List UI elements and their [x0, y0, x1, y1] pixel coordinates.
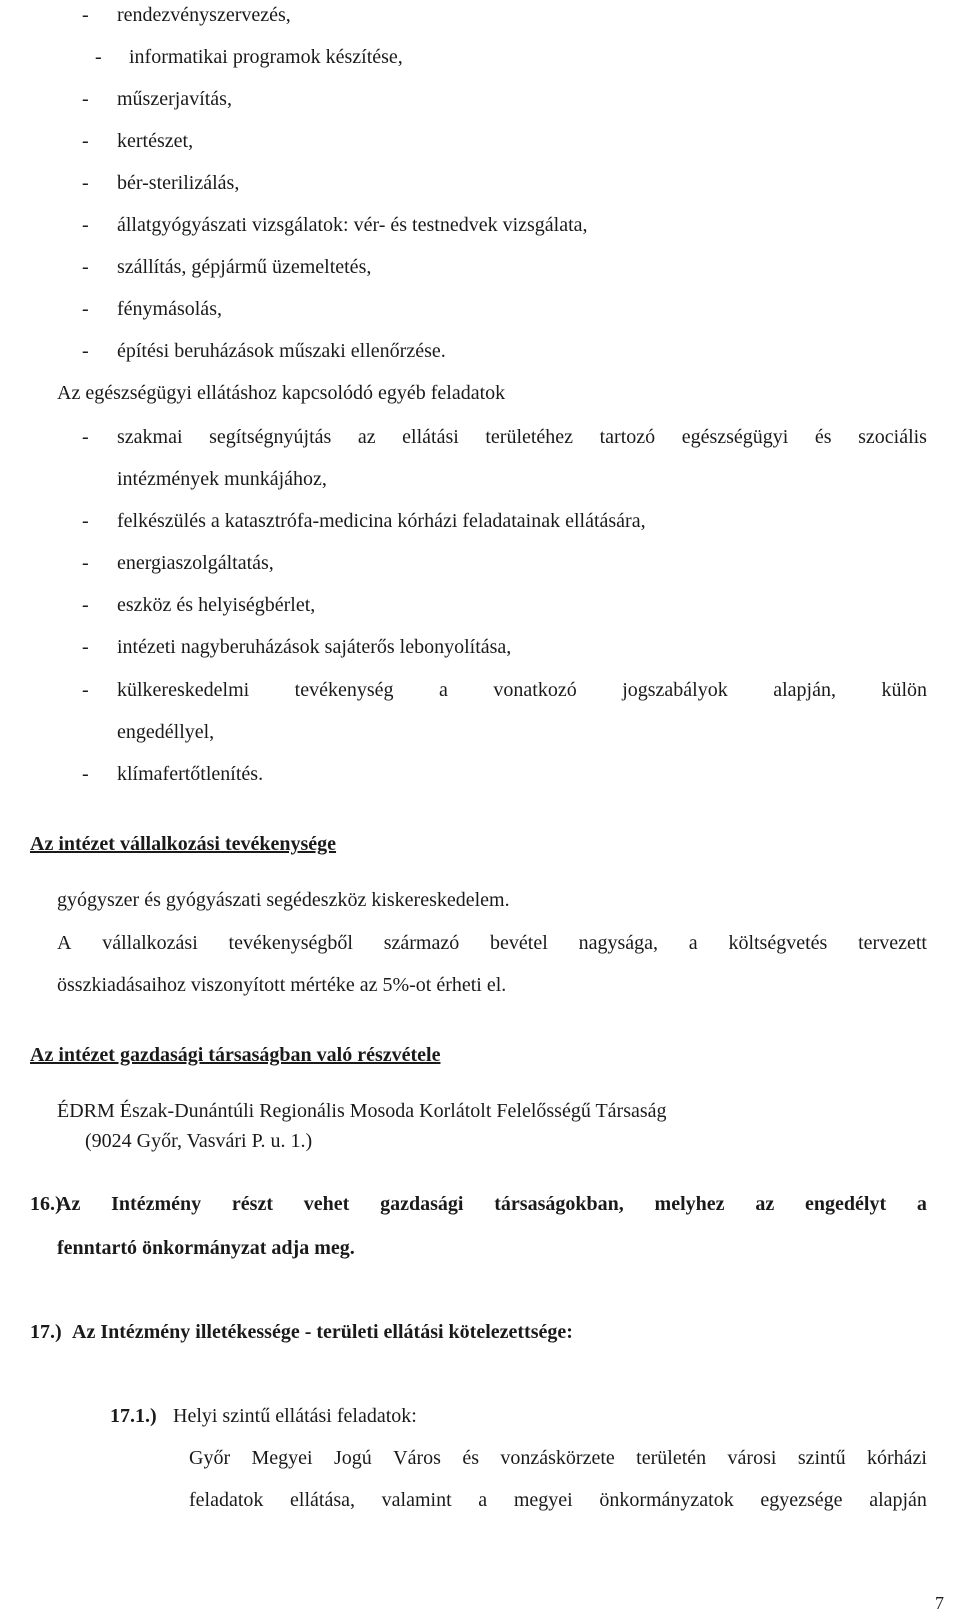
word: Város [393, 1447, 441, 1469]
dash: - [82, 679, 89, 701]
word: Megyei [251, 1447, 313, 1469]
word: megyei [513, 1489, 573, 1511]
word: vonzáskörzete [500, 1447, 615, 1469]
section-heading-underlined: Az intézet vállalkozási tevékenysége [30, 833, 337, 855]
dash: - [82, 636, 89, 658]
justified-line [117, 678, 927, 702]
dash: - [82, 298, 89, 320]
dash: - [82, 763, 89, 785]
list-item: rendezvényszervezés, [117, 4, 291, 26]
word: valamint [381, 1489, 452, 1511]
company-name: ÉDRM Észak-Dunántúli Regionális Mosoda Korlátolt Felelősségű Társaság [57, 1100, 667, 1122]
word: engedélyt [805, 1193, 887, 1215]
list-item-continuation: intézmények munkájához, [117, 468, 327, 490]
word: tervezett [858, 932, 927, 954]
dash: - [82, 4, 89, 26]
justified-line [117, 425, 927, 449]
list-item: szállítás, gépjármű üzemeltetés, [117, 256, 372, 278]
word: szakmai [117, 426, 183, 448]
list-item-continuation: engedéllyel, [117, 721, 215, 743]
word: A [57, 932, 72, 954]
dash: - [82, 552, 89, 574]
word: és [462, 1447, 479, 1469]
word: területéhez [485, 426, 574, 448]
word: vonatkozó [493, 679, 577, 701]
list-item: fénymásolás, [117, 298, 222, 320]
word: vehet [303, 1193, 350, 1215]
subparagraph-title: Helyi szintű ellátási feladatok: [173, 1405, 417, 1427]
list-item: felkészülés a katasztrófa-medicina kórházi feladatainak ellátására, [117, 510, 646, 532]
justified-line [189, 1488, 927, 1512]
dash: - [82, 510, 89, 532]
word: tevékenységből [228, 932, 353, 954]
word: melyhez [654, 1193, 725, 1215]
list-item: műszerjavítás, [117, 88, 232, 110]
dash: - [82, 426, 89, 448]
section-heading: Az egészségügyi ellátáshoz kapcsolódó egyéb feladatok [57, 382, 506, 404]
word: ellátási [402, 426, 459, 448]
dash: - [82, 130, 89, 152]
list-item: építési beruházások műszaki ellenőrzése. [117, 340, 446, 362]
word: külkereskedelmi [117, 679, 250, 701]
word: jogszabályok [622, 679, 728, 701]
word: nagysága, [578, 932, 658, 954]
dash: - [82, 340, 89, 362]
dash: - [82, 172, 89, 194]
word: a [478, 1489, 488, 1511]
word: területén [636, 1447, 707, 1469]
word: Intézmény [111, 1193, 202, 1215]
word: bevétel [490, 932, 548, 954]
dash: - [82, 256, 89, 278]
paragraph-number: 17.) [30, 1321, 62, 1343]
page-number: 7 [935, 1593, 944, 1613]
word: a [688, 932, 698, 954]
word: városi [727, 1447, 777, 1469]
word: egyezsége [760, 1489, 843, 1511]
section-heading-underlined: Az intézet gazdasági társaságban való részvétele [30, 1044, 441, 1066]
word: és [814, 426, 832, 448]
word: a [916, 1193, 927, 1215]
word: vállalkozási [102, 932, 198, 954]
word: önkormányzatok [599, 1489, 734, 1511]
word: az [357, 426, 376, 448]
dash: - [82, 88, 89, 110]
word: ellátása, [290, 1489, 356, 1511]
word: részt [231, 1193, 273, 1215]
word: költségvetés [728, 932, 828, 954]
subparagraph-number: 17.1.) [110, 1405, 157, 1427]
word: származó [383, 932, 460, 954]
word: segítségnyújtás [209, 426, 332, 448]
word: Az [57, 1193, 81, 1215]
justified-line [57, 931, 927, 955]
company-address: (9024 Győr, Vasvári P. u. 1.) [85, 1130, 313, 1152]
dash: - [82, 594, 89, 616]
list-item: informatikai programok készítése, [129, 46, 403, 68]
word: kórházi [866, 1447, 927, 1469]
list-item: intézeti nagyberuházások sajáterős lebonyolítása, [117, 636, 512, 658]
dash: - [82, 214, 89, 236]
paragraph-title: Az Intézmény illetékessége - területi ellátási kötelezettsége: [72, 1321, 573, 1343]
word: Győr [189, 1447, 231, 1469]
justified-line [57, 1192, 927, 1216]
list-item: kertészet, [117, 130, 194, 152]
word: külön [881, 679, 927, 701]
justified-line [189, 1446, 927, 1470]
list-item: energiaszolgáltatás, [117, 552, 274, 574]
list-item: bér-sterilizálás, [117, 172, 240, 194]
word: szociális [858, 426, 927, 448]
word: feladatok [189, 1489, 264, 1511]
word: gazdasági [380, 1193, 464, 1215]
word: alapján, [773, 679, 836, 701]
word: az [755, 1193, 775, 1215]
word: tevékenység [294, 679, 394, 701]
paragraph-line: fenntartó önkormányzat adja meg. [57, 1237, 355, 1259]
word: társaságokban, [494, 1193, 624, 1215]
word: egészségügyi [681, 426, 789, 448]
paragraph-number: 16.) [30, 1193, 62, 1215]
list-item: klímafertőtlenítés. [117, 763, 264, 785]
word: tartozó [599, 426, 656, 448]
dash: - [95, 46, 102, 68]
list-item: eszköz és helyiségbérlet, [117, 594, 316, 616]
word: szintű [797, 1447, 846, 1469]
paragraph-line: összkiadásaihoz viszonyított mértéke az 5%-ot érheti el. [57, 974, 507, 996]
word: alapján [869, 1489, 927, 1511]
paragraph-line: gyógyszer és gyógyászati segédeszköz kiskereskedelem. [57, 889, 510, 911]
list-item: állatgyógyászati vizsgálatok: vér- és testnedvek vizsgálata, [117, 214, 588, 236]
word: Jogú [333, 1447, 372, 1469]
word: a [439, 679, 448, 701]
